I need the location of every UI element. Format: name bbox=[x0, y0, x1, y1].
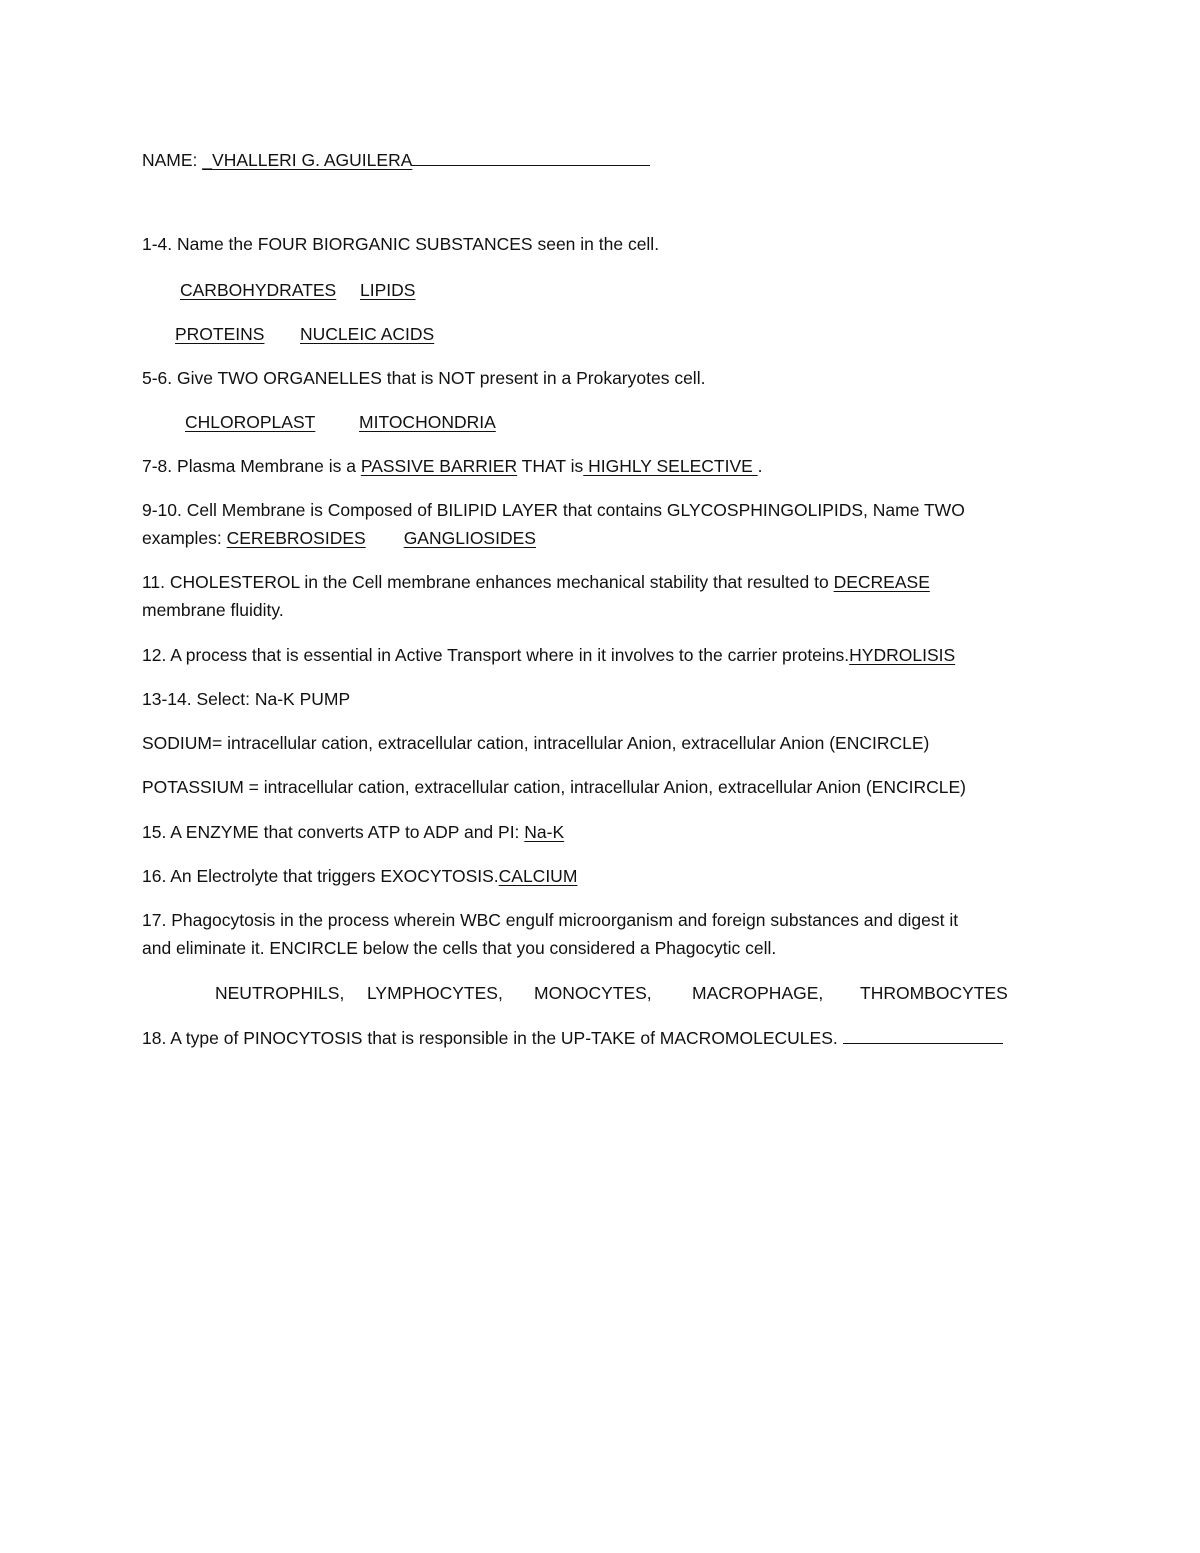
question-11-line1 bbox=[142, 571, 930, 593]
question-16 bbox=[142, 865, 577, 887]
answer-carbohydrates: CARBOHYDRATES bbox=[180, 280, 337, 300]
option-neutrophils: NEUTROPHILS, bbox=[215, 983, 345, 1003]
q7-pre: 7-8. Plasma Membrane is a bbox=[142, 456, 361, 476]
question-5-6: 5-6. Give TWO ORGANELLES that is NOT present in a Prokaryotes cell. bbox=[142, 368, 706, 388]
q7-mid: THAT is bbox=[517, 456, 584, 476]
q7-post: . bbox=[757, 456, 763, 476]
answer-gangliosides: GANGLIOSIDES bbox=[403, 528, 536, 548]
question-9-10-line2 bbox=[142, 527, 536, 549]
answer-nucleic-acids: NUCLEIC ACIDS bbox=[300, 324, 435, 344]
name-label: NAME: bbox=[142, 150, 203, 170]
answer-proteins: PROTEINS bbox=[175, 324, 265, 344]
question-18 bbox=[142, 1026, 1003, 1049]
answer-blank bbox=[843, 1026, 1003, 1044]
name-blank bbox=[412, 148, 650, 166]
q9-examples-label: examples: bbox=[142, 528, 227, 548]
question-7-8 bbox=[142, 455, 763, 477]
question-13-14: 13-14. Select: Na-K PUMP bbox=[142, 689, 351, 709]
answer-passive-barrier: PASSIVE BARRIER bbox=[360, 456, 518, 476]
answer-highly-selective: HIGHLY SELECTIVE bbox=[583, 456, 758, 476]
answer-cerebrosides: CEREBROSIDES bbox=[226, 528, 366, 548]
option-monocytes: MONOCYTES, bbox=[534, 983, 652, 1003]
question-11-line2: membrane fluidity. bbox=[142, 600, 284, 620]
answer-na-k: Na-K bbox=[524, 822, 565, 842]
q18-prompt: 18. A type of PINOCYTOSIS that is responsible in the UP-TAKE of MACROMOLECULES. bbox=[142, 1028, 843, 1048]
q15-pre: 15. A ENZYME that converts ATP to ADP and PI: bbox=[142, 822, 525, 842]
option-lymphocytes: LYMPHOCYTES, bbox=[367, 983, 503, 1003]
q12-pre: 12. A process that is essential in Active Transport where in it involves to the carrier proteins. bbox=[142, 645, 850, 665]
question-12 bbox=[142, 644, 955, 666]
option-thrombocytes: THROMBOCYTES bbox=[860, 983, 1008, 1003]
q11-pre: 11. CHOLESTEROL in the Cell membrane enhances mechanical stability that resulted to bbox=[142, 572, 834, 592]
answer-lipids: LIPIDS bbox=[360, 280, 416, 300]
answer-calcium: CALCIUM bbox=[498, 866, 578, 886]
answer-hydrolisis: HYDROLISIS bbox=[849, 645, 956, 665]
name-value: _VHALLERI G. AGUILERA bbox=[202, 150, 413, 170]
option-macrophage: MACROPHAGE, bbox=[692, 983, 824, 1003]
answer-decrease: DECREASE bbox=[833, 572, 930, 592]
sodium-line: SODIUM= intracellular cation, extracellular cation, intracellular Anion, extracellular Anion (ENCIRCLE) bbox=[142, 733, 930, 753]
potassium-line: POTASSIUM = intracellular cation, extracellular cation, intracellular Anion, extracellular Anion (ENCIRCLE) bbox=[142, 777, 966, 797]
answer-chloroplast: CHLOROPLAST bbox=[185, 412, 316, 432]
question-17-line2: and eliminate it. ENCIRCLE below the cells that you considered a Phagocytic cell. bbox=[142, 938, 777, 958]
question-9-10-line1: 9-10. Cell Membrane is Composed of BILIPID LAYER that contains GLYCOSPHINGOLIPIDS, Name TWO bbox=[142, 500, 965, 520]
name-line bbox=[142, 148, 650, 171]
question-15 bbox=[142, 821, 564, 843]
question-1-4: 1-4. Name the FOUR BIORGANIC SUBSTANCES seen in the cell. bbox=[142, 234, 660, 254]
answer-mitochondria: MITOCHONDRIA bbox=[359, 412, 496, 432]
question-17-line1: 17. Phagocytosis in the process wherein WBC engulf microorganism and foreign substances and digest it bbox=[142, 910, 959, 930]
q16-pre: 16. An Electrolyte that triggers EXOCYTOSIS. bbox=[142, 866, 499, 886]
